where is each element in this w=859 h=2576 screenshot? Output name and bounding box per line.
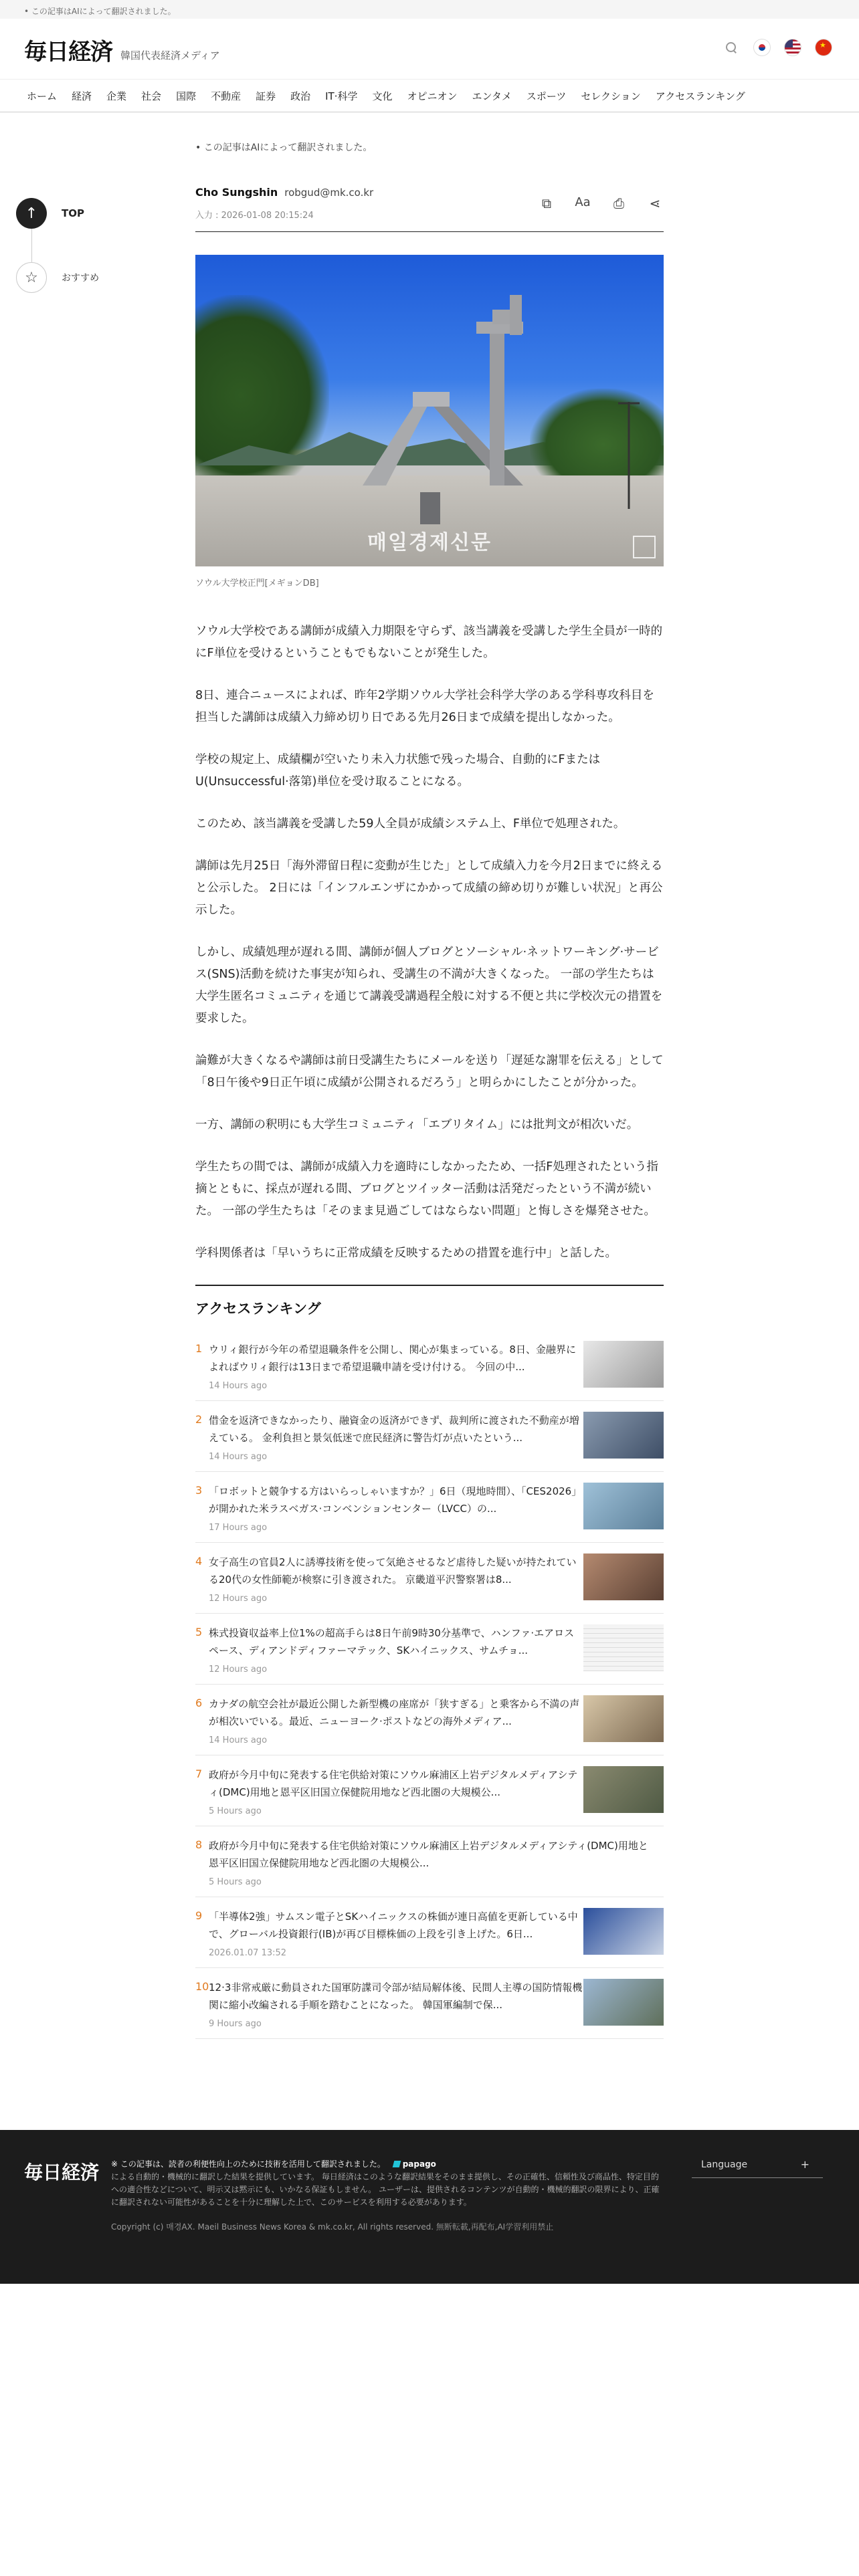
site-header xyxy=(0,19,859,79)
ranking-time: 12 Hours ago xyxy=(209,1665,268,1675)
ranking-time: 9 Hours ago xyxy=(209,2019,262,2029)
flag-kr-icon[interactable] xyxy=(753,39,771,56)
ranking-headline[interactable]: 「ロボットと競争する方はいらっしゃいますか？」6日（現地時間）、「CES2026」が開かれた米ラスベガス·コンベンションセンター（LVCC）の... xyxy=(209,1485,582,1515)
ranking-item[interactable] xyxy=(195,1826,664,1897)
ranking-number: 3 xyxy=(195,1484,203,1497)
nav-item[interactable]: セレクション xyxy=(581,90,641,102)
ranking-number: 9 xyxy=(195,1909,203,1922)
nav-item[interactable]: 証券 xyxy=(256,90,276,102)
ranking-item[interactable] xyxy=(195,1685,664,1755)
access-ranking xyxy=(195,1285,664,2039)
article-paragraph: 一方、講師の釈明にも大学生コミュニティ「エブリタイム」には批判文が相次いだ。 xyxy=(195,1118,639,1132)
font-size-icon[interactable]: Aa xyxy=(575,195,591,209)
nav-item[interactable]: IT·科学 xyxy=(325,90,358,102)
article-paragraph: このため、該当講義を受講した59人全員が成績システム上、F単位で処理された。 xyxy=(195,817,626,831)
papago-icon xyxy=(392,2161,401,2167)
gate-sculpture xyxy=(195,255,664,566)
ranking-headline[interactable]: カナダの航空会社が最近公開した新型機の座席が「狭すぎる」と乗客から不満の声が相次いでいる。最近、ニューヨーク·ポストなどの海外メディア... xyxy=(209,1698,580,1727)
ranking-number: 4 xyxy=(195,1555,203,1568)
nav-item[interactable]: 政治 xyxy=(290,90,311,102)
author-name: Cho Sungshin xyxy=(195,186,278,199)
ranking-number: 7 xyxy=(195,1767,203,1780)
author-email[interactable]: robgud@mk.co.kr xyxy=(284,187,374,199)
ranking-thumbnail[interactable] xyxy=(583,1766,664,1813)
ranking-item[interactable] xyxy=(195,1330,664,1401)
papago-label: papago xyxy=(402,2159,436,2169)
ranking-thumbnail[interactable] xyxy=(583,1553,664,1600)
ranking-item[interactable] xyxy=(195,1968,664,2039)
article-paragraph: 学校の規定上、成績欄が空いたり未入力状態で残った場合、自動的にFまたはU(Unsuccessful·落第)単位を受け取ることになる。 xyxy=(195,753,601,788)
article-paragraph: 学科関係者は「早いうちに正常成績を反映するための措置を進行中」と話した。 xyxy=(195,1247,617,1260)
ranking-thumbnail[interactable] xyxy=(583,1624,664,1671)
ranking-time: 2026.01.07 13:52 xyxy=(209,1948,287,1958)
ranking-thumbnail[interactable] xyxy=(583,1908,664,1955)
search-icon[interactable] xyxy=(723,39,740,56)
article-paragraph: 学生たちの間では、講師が成績入力を適時にしなかったため、一括F処理されたという指摘とともに、採点が遅れる間、ブログとツイッター活動は活発だったという不満が続いた。 一部の学生たちは「そのまま見過ごしてはならない問題」と悔しさを爆発させた。 xyxy=(195,1160,658,1218)
scroll-top-button[interactable] xyxy=(16,198,99,229)
plus-icon[interactable]: + xyxy=(800,2158,809,2171)
article-main xyxy=(195,140,664,2039)
photo-watermark: 매일경제신문 xyxy=(367,531,492,554)
scroll-top-label: TOP xyxy=(62,207,84,219)
ranking-number: 5 xyxy=(195,1626,203,1638)
article-body xyxy=(195,621,664,1265)
footer-copyright: Copyright (c) 매경AX. Maeil Business News Korea & mk.co.kr, All rights reserved. 無断転載,再配布,AI学習利用禁止 xyxy=(111,2222,554,2232)
footer-logo[interactable]: 毎日経済 xyxy=(24,2161,100,2183)
ranking-headline[interactable]: 女子高生の官員2人に誘導技術を使って気絶させるなど虐待した疑いが持たれている20代の女性師範が検察に引き渡された。 京畿道平沢警察署は8... xyxy=(209,1556,577,1586)
ranking-thumbnail[interactable] xyxy=(583,1695,664,1742)
nav-item[interactable]: 経済 xyxy=(72,90,92,102)
translation-notice: • この記事はAIによって翻訳されました。 xyxy=(24,7,176,16)
ranking-headline[interactable]: 12·3非常戒厳に動員された国軍防諜司令部が結局解体後、民間人主導の国防情報機関に縮小改編される手順を踏むことになった。 韓国軍編制で保... xyxy=(209,1981,583,2011)
article-paragraph: ソウル大学校である講師が成績入力期限を守らず、該当講義を受講した学生全員が一時的にF単位を受けるということもでもないことが発生した。 xyxy=(195,625,663,660)
recommend-label: おすすめ xyxy=(62,273,100,284)
ranking-list xyxy=(195,1330,664,2039)
star-icon[interactable]: ☆ xyxy=(16,262,47,293)
ranking-thumbnail[interactable] xyxy=(583,1412,664,1459)
nav-item[interactable]: オピニオン xyxy=(407,90,458,102)
ranking-headline[interactable]: 政府が今月中旬に発表する住宅供給対策にソウル麻浦区上岩デジタルメディアシティ(DMC)用地と恩平区旧国立保健院用地など西北圏の大規模公... xyxy=(209,1840,648,1869)
nav-item[interactable]: エンタメ xyxy=(472,90,512,102)
ranking-headline[interactable]: ウリィ銀行が今年の希望退職条件を公開し、関心が集まっている。8日、金融界によればウリィ銀行は13日まで希望退職申請を受け付ける。 今回の中... xyxy=(209,1344,576,1373)
ranking-number: 8 xyxy=(195,1838,203,1851)
article-date: 入力 : 2026-01-08 20:15:24 xyxy=(195,211,314,221)
language-selector[interactable] xyxy=(692,2155,823,2178)
nav-item[interactable]: 国際 xyxy=(176,90,197,102)
article-tools xyxy=(538,195,664,211)
nav-item[interactable]: 文化 xyxy=(372,90,393,102)
ranking-headline[interactable]: 借金を返済できなかったり、融資金の返済ができず、裁判所に渡された不動産が増えている。 金利負担と景気低迷で庶民経済に警告灯が点いたという... xyxy=(209,1414,579,1444)
ranking-item[interactable] xyxy=(195,1755,664,1826)
expand-icon[interactable] xyxy=(633,536,656,558)
nav-item[interactable]: アクセスランキング xyxy=(655,90,745,102)
ranking-number: 6 xyxy=(195,1697,203,1709)
nav-item[interactable]: 企業 xyxy=(106,90,127,102)
ranking-number: 10 xyxy=(195,1980,209,1993)
footer-disclaimer xyxy=(111,2158,666,2209)
language-label: Language xyxy=(701,2159,748,2170)
recommend-button[interactable] xyxy=(16,262,99,293)
site-footer xyxy=(0,2130,859,2284)
ranking-time: 5 Hours ago xyxy=(209,1806,262,1816)
ranking-time: 14 Hours ago xyxy=(209,1735,268,1745)
ranking-time: 14 Hours ago xyxy=(209,1452,268,1462)
nav-item[interactable]: スポーツ xyxy=(526,90,567,102)
ranking-time: 12 Hours ago xyxy=(209,1594,268,1604)
arrow-up-icon[interactable]: ↑ xyxy=(16,198,47,229)
ranking-item[interactable] xyxy=(195,1543,664,1614)
ranking-thumbnail[interactable] xyxy=(583,1341,664,1388)
footer-disclaimer-strong: ※ この記事は、読者の利便性向上のために技術を活用して翻訳されました。 xyxy=(111,2159,385,2169)
article-ai-note: • この記事はAIによって翻訳されました。 xyxy=(195,142,373,153)
site-logo[interactable]: 毎日経済 xyxy=(24,39,112,66)
article-paragraph: しかし、成績処理が遅れる間、講師が個人ブログとソーシャル·ネットワーキング·サービス(SNS)活動を続けた事実が知られ、受講生の不満が大きくなった。 一部の学生たちは大学生匿名コミュニティを通じて講義受講過程全般に対する不便と共に学校次元の措置を要求した。 xyxy=(195,946,663,1025)
ranking-thumbnail[interactable] xyxy=(583,1979,664,2026)
ranking-headline[interactable]: 株式投資収益率上位1%の超高手らは8日午前9時30分基準で、ハンファ·エアロスペース、ディアンドディファーマテック、SKハイニックス、サムチョ... xyxy=(209,1627,575,1656)
nav-item[interactable]: 不動産 xyxy=(211,90,242,102)
main-nav xyxy=(0,79,859,112)
ranking-time: 5 Hours ago xyxy=(209,1877,262,1887)
ranking-time: 17 Hours ago xyxy=(209,1523,268,1533)
ranking-thumbnail[interactable] xyxy=(583,1483,664,1529)
ranking-number: 1 xyxy=(195,1342,203,1355)
ranking-headline[interactable]: 「半導体2強」サムスン電子とSKハイニックスの株価が連日高値を更新している中で、グローバル投資銀行(IB)が再び目標株価の上段を引き上げた。6日... xyxy=(209,1911,578,1940)
print-icon[interactable]: ⎙ xyxy=(613,195,624,211)
ranking-headline[interactable]: 政府が今月中旬に発表する住宅供給対策にソウル麻浦区上岩デジタルメディアシティ(DMC)用地と恩平区旧国立保健院用地など西北圏の大規模公... xyxy=(209,1769,578,1798)
ranking-number: 2 xyxy=(195,1413,203,1426)
side-divider xyxy=(31,229,32,262)
header-icons xyxy=(723,39,832,56)
ranking-item[interactable] xyxy=(195,1401,664,1472)
article-paragraph: 8日、連合ニュースによれば、昨年2学期ソウル大学社会科学大学のある学科専攻科目を担当した講師は成績入力締め切り日である先月26日まで成績を提出しなかった。 xyxy=(195,689,654,724)
photo-caption: ソウル大学校正門[メギョンDB] xyxy=(195,578,319,588)
article-paragraph: 論難が大きくなるや講師は前日受講生たちにメールを送り「遅延な謝罪を伝える」として「8日午後や9日正午頃に成績が公開されるだろう」と明らかにしたことが分かった。 xyxy=(195,1054,664,1089)
site-tagline: 韓国代表経済メディア xyxy=(120,49,220,62)
translation-notice-bar xyxy=(0,0,859,19)
article-photo[interactable] xyxy=(195,255,664,566)
flag-cn-icon[interactable] xyxy=(815,39,832,56)
side-floating-menu xyxy=(16,198,99,293)
share-icon[interactable]: ⋖ xyxy=(649,195,661,211)
ranking-time: 14 Hours ago xyxy=(209,1381,268,1391)
ranking-item[interactable] xyxy=(195,1614,664,1685)
byline-divider xyxy=(195,231,664,232)
footer-disclaimer-text: による自動的・機械的に翻訳した結果を提供しています。 毎日経済はこのような翻訳結果をそのまま提供し、その正確性、信頼性及び商品性、特定目的への適合性などについて、明示又は黙示にも、いかなる保証もしません。 ユーザーは、提供されるコンテンツが自動的・機械的翻訳の限界により、正確に翻訳されない可能性があることを十分に理解した上で、このサービスを利用する必要があります。 xyxy=(111,2172,660,2207)
ranking-item[interactable] xyxy=(195,1472,664,1543)
flag-us-icon[interactable] xyxy=(784,39,801,56)
article-paragraph: 講師は先月25日「海外滞留日程に変動が生じた」として成績入力を今月2日までに終えると公示した。 2日には「インフルエンザにかかって成績の締め切りが難しい状況」と再公示した。 xyxy=(195,859,663,917)
ranking-item[interactable] xyxy=(195,1897,664,1968)
nav-item[interactable]: 社会 xyxy=(141,90,162,102)
nav-item[interactable]: ホーム xyxy=(27,90,58,102)
papago-logo xyxy=(393,2158,436,2171)
translate-icon[interactable]: ⧉ xyxy=(541,195,552,211)
ranking-title: アクセスランキング xyxy=(195,1301,321,1317)
